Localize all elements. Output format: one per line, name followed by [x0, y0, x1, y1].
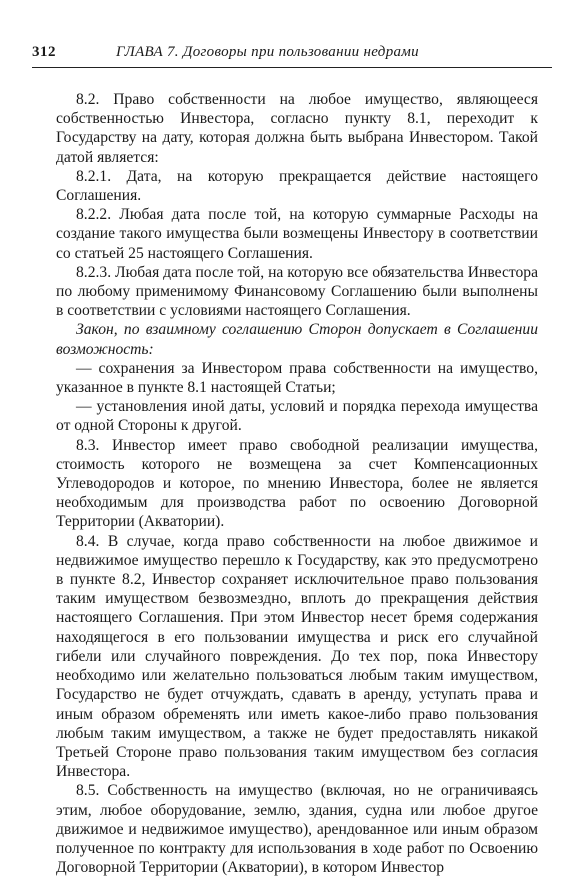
paragraph-8-2-2: 8.2.2. Любая дата после той, на которую суммарные Расходы на создание такого имущества были возмещены Инвестору в соответствии со статьей 25 настоящего Соглашения. [56, 206, 538, 262]
paragraph-8-3: 8.3. Инвестор имеет право свободной реализации имущества, стоимость которого не возмещена за счет Компенсационных Углеводородов и которое, по мнению Инвестора, более не является необходимым для производства работ по освоению Договорной Территории (Акватории). [56, 436, 538, 531]
paragraph-dash-2: — установления иной даты, условий и порядка перехода имущества от одной Стороны к другой. [56, 398, 538, 435]
paragraph-dash-1: — сохранения за Инвестором права собственности на имущество, указанное в пункте 8.1 настоящей Статьи; [56, 359, 538, 397]
header-rule [32, 67, 552, 68]
paragraph-8-2-1: 8.2.1. Дата, на которую прекращается действие настоящего Соглашения. [56, 167, 538, 205]
paragraph-8-5: 8.5. Собственность на имущество (включая, но не ограничиваясь этим, любое оборудование, землю, здания, судна или любое другое движимое и недвижимое имущество), арендованное или иным образом полученное по контракту для использования в ходе работ по Освоению Договорной Территории (Акватории), в котором Инвестор [56, 782, 538, 877]
paragraph-8-2: 8.2. Право собственности на любое имущество, являющееся собственностью Инвестора, согласно пункту 8.1, переходит к Государству на дату, которая должна быть выбрана Инвестором. Такой датой является: [56, 91, 538, 166]
running-title: ГЛАВА 7. Договоры при пользовании недрами [116, 44, 419, 60]
paragraph-8-4: 8.4. В случае, когда право собственности на любое движимое и недвижимое имущество перешло к Государству, как это предусмотрено в пункте 8.2, Инвестор сохраняет исключительное право пользования таким имуществом безвозмездно, вплоть до прекращения действия настоящего Соглашения. При этом Инвестор несет бремя содержания находящегося в его пользовании имущества и риск его случайной гибели или случайного повреждения. До тех пор, пока Инвестору необходимо или желательно пользоваться любым таким имуществом, Государство не будет отчуждать, сдавать в аренду, уступать права и иным образом обременять или иметь какое-либо право пользования любым таким имуществом, а также не будет предоставлять никакой Третьей Стороне право пользования таким имуществом без согласия Инвестора. [56, 532, 538, 781]
paragraph-law-note: Закон, по взаимному соглашению Сторон допускает в Соглашении возможность: [56, 321, 538, 358]
page-number: 312 [32, 44, 56, 60]
page-header [32, 40, 552, 64]
body-text [56, 90, 538, 877]
paragraph-8-2-3: 8.2.3. Любая дата после той, на которую все обязательства Инвестора по любому применимому Финансовому Соглашению были выполнены в соответствии с условиями настоящего Соглашения. [56, 263, 538, 320]
